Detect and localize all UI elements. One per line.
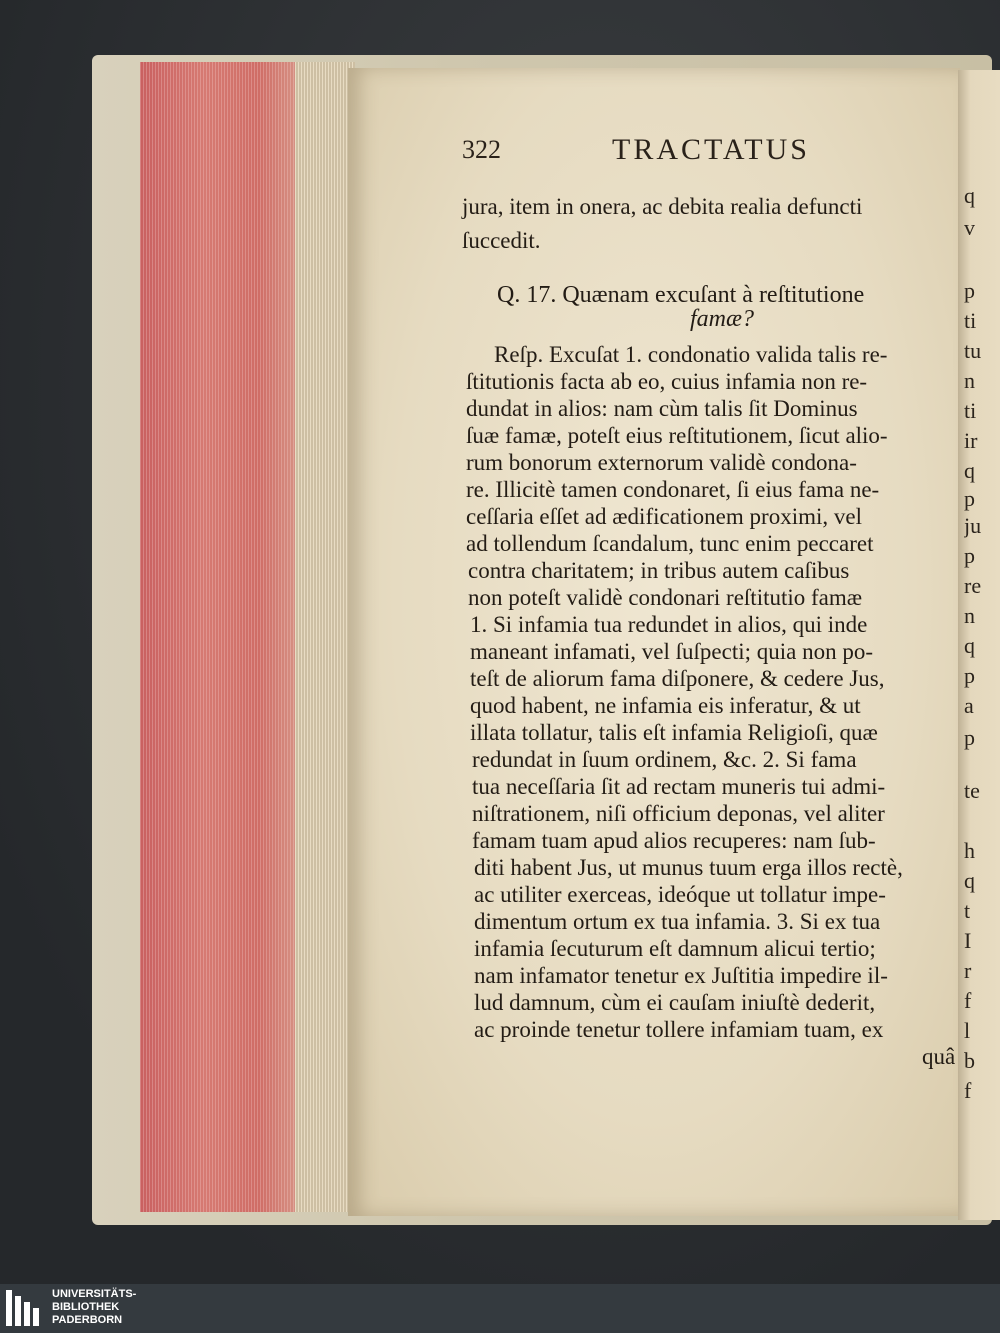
text-line: redundat in ſuum ordinem, &c. 2. Si fama xyxy=(472,747,857,772)
text-line: tua neceſſaria ſit ad rectam muneris tui admi- xyxy=(472,774,886,799)
next-page-fragment: q xyxy=(964,183,975,208)
next-page-fragment: q xyxy=(964,633,975,658)
next-page-fragment: p xyxy=(964,486,975,511)
text-line: contra charitatem; in tribus autem caſibus xyxy=(468,558,850,583)
text-line: ac utiliter exerceas, ideóque ut tollatur impe- xyxy=(474,882,886,907)
next-page-fragment: ju xyxy=(964,513,982,538)
next-page-fragment: p xyxy=(964,278,975,303)
text-line: maneant infamati, vel ſuſpecti; quia non po- xyxy=(470,639,874,664)
next-page-fragment: ir xyxy=(964,428,978,453)
library-logo-icon xyxy=(6,1290,46,1326)
text-line: infamia ſecuturum eſt damnum alicui tertio; xyxy=(474,936,876,961)
next-page-fragment: te xyxy=(964,778,980,803)
text-line: jura, item in onera, ac debita realia defuncti xyxy=(462,194,863,219)
question-heading-end: famæ? xyxy=(690,306,755,332)
text-line: ac proinde tenetur tollere infamiam tuam, ex xyxy=(474,1017,884,1042)
next-page-fragment: f xyxy=(964,988,972,1013)
page-number: 322 xyxy=(462,135,501,164)
library-footer xyxy=(0,1284,1000,1333)
next-page-fragment: a xyxy=(964,693,974,718)
next-page-fragment: re xyxy=(964,573,982,598)
next-page-fragment: r xyxy=(964,958,972,983)
text-line: ſtitutionis facta ab eo, cuius infamia non re- xyxy=(466,369,868,394)
next-page-sliver xyxy=(958,70,1000,1220)
library-name-line: BIBLIOTHEK xyxy=(52,1301,120,1313)
next-page-fragment: q xyxy=(964,868,975,893)
text-line: ſuæ famæ, poteſt eius reſtitutionem, ſicut alio- xyxy=(466,423,888,448)
text-line: 1. Si infamia tua redundet in alios, qui inde xyxy=(470,612,868,637)
next-page-fragment: n xyxy=(964,368,975,393)
next-page-fragment: p xyxy=(964,725,975,750)
text-line: re. Illicitè tamen condonaret, ſi eius fama ne- xyxy=(466,477,880,502)
next-page-fragment: ti xyxy=(964,308,977,333)
text-line: Reſp. Excuſat 1. condonatio valida talis re- xyxy=(494,342,888,367)
text-line: ceſſaria eſſet ad ædificationem proximi, vel xyxy=(466,504,862,529)
next-page-fragment: p xyxy=(964,663,975,688)
next-page-fragment: tu xyxy=(964,338,982,363)
question-heading: Q. 17. Quænam excuſant à reſtitutione xyxy=(497,282,865,308)
text-line: dimentum ortum ex tua infamia. 3. Si ex tua xyxy=(474,909,881,934)
text-line: niſtrationem, niſi officium deponas, vel aliter xyxy=(472,801,885,826)
text-line: illata tollatur, talis eſt infamia Religioſi, quæ xyxy=(470,720,878,745)
catchword: quâ xyxy=(922,1044,956,1069)
page-edge-block xyxy=(140,62,355,1212)
next-page-fragment: l xyxy=(964,1018,971,1043)
text-line: quod habent, ne infamia eis inferatur, & ut xyxy=(470,693,861,718)
next-page-fragment: n xyxy=(964,603,975,628)
text-line: lud damnum, cùm ei cauſam iniuſtè dederit, xyxy=(474,990,876,1015)
next-page-fragment: I xyxy=(964,928,972,953)
library-name-line: PADERBORN xyxy=(52,1314,123,1326)
next-page-fragment: f xyxy=(964,1078,972,1103)
text-line: nam infamator tenetur ex Juſtitia impedire il- xyxy=(474,963,888,988)
next-page-fragment: b xyxy=(964,1048,975,1073)
library-name-line: UNIVERSITÄTS- xyxy=(52,1288,137,1300)
text-line: ſuccedit. xyxy=(462,228,541,253)
text-line: rum bonorum externorum validè condona- xyxy=(466,450,857,475)
library-name xyxy=(52,1288,252,1330)
text-line: dundat in alios: nam cùm talis ſit Dominus xyxy=(466,396,858,421)
next-page-fragment: ti xyxy=(964,398,977,423)
next-page-fragment: t xyxy=(964,898,971,923)
text-line: diti habent Jus, ut munus tuum erga illos rectè, xyxy=(474,855,903,880)
text-line: famam tuam apud alios recuperes: nam ſub- xyxy=(472,828,876,853)
next-page-fragment: q xyxy=(964,458,975,483)
text-line: non poteſt validè condonari reſtitutio famæ xyxy=(468,585,863,610)
text-line: ad tollendum ſcandalum, tunc enim peccaret xyxy=(466,531,874,556)
text-line: teſt de aliorum fama diſponere, & cedere Jus, xyxy=(470,666,885,691)
next-page-fragment: p xyxy=(964,543,975,568)
next-page-fragment: h xyxy=(964,838,975,863)
next-page-fragment: v xyxy=(964,215,975,240)
running-head: TRACTATUS xyxy=(612,133,810,166)
